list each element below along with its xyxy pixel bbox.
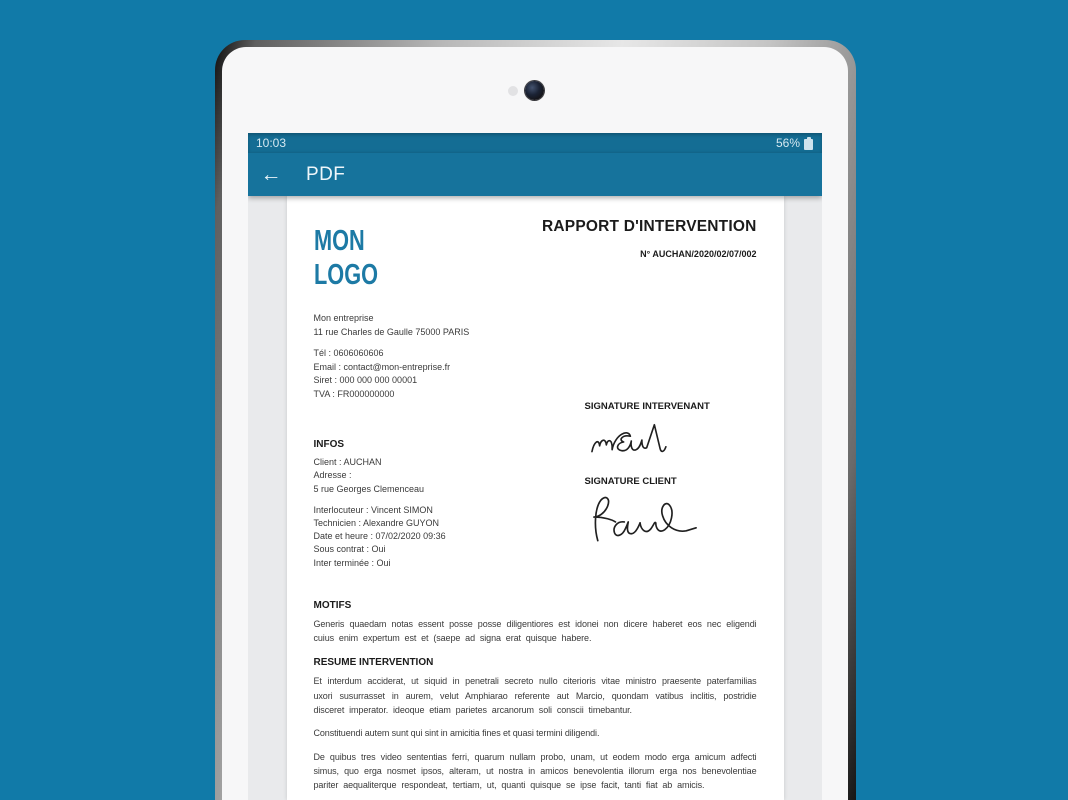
motifs-heading: MOTIFS: [313, 599, 352, 611]
resume-paragraph-3: De quibus tres video sententias ferri, quarum nullam probo, unam, ut eodem modo erga amicum adfecti simus, quo erga nosmet ipsos, alteram, ut nostra in amicos benevolentia illorum erga nos benevolentiae pariter aequaliterque respondeat, tertiam, ut, quanti quisque se ipse facit, tanti fiat ab amicis.: [313, 751, 757, 791]
motifs-section: [314, 600, 757, 646]
company-logo: [314, 224, 378, 292]
resume-heading: RESUME INTERVENTION: [313, 657, 434, 669]
battery-icon: [804, 137, 813, 150]
light-sensor-dot: [508, 86, 518, 96]
infos-interlocuteur: Interlocuteur : Vincent SIMON: [313, 504, 433, 515]
document-reference: N° AUCHAN/2020/02/07/002: [640, 249, 757, 259]
signature-intervenant-label: SIGNATURE INTERVENANT: [584, 401, 710, 412]
app-bar: [248, 153, 822, 196]
company-email: Email : contact@mon-entreprise.fr: [313, 361, 451, 372]
infos-address: 5 rue Georges Clemenceau: [313, 483, 425, 494]
back-button[interactable]: [248, 163, 294, 187]
document-title: RAPPORT D'INTERVENTION: [542, 218, 757, 235]
company-siret: Siret : 000 000 000 00001: [313, 375, 418, 385]
infos-heading: INFOS: [313, 439, 345, 450]
infos-sous-contrat: Sous contrat : Oui: [313, 544, 386, 555]
resume-section: [314, 657, 757, 792]
arrow-left-icon: ←: [260, 162, 282, 186]
infos-technicien: Technicien : Alexandre GUYON: [313, 518, 440, 529]
client-signature: [585, 493, 701, 545]
company-phone: Tél : 0606060606: [313, 348, 384, 358]
company-name: Mon entreprise: [313, 313, 374, 323]
company-tva: TVA : FR000000000: [313, 388, 395, 399]
infos-block: [314, 438, 446, 570]
tablet-device: [215, 40, 856, 800]
resume-paragraph-1: Et interdum acciderat, ut siquid in penetrali secreto nullo citerioris vitae ministro praesente paterfamilias uxori susurrasset in aurem, velut Amphiarao referente aut Marcio, quondam vatibus inclitis, postridie disceret imperator. ideoque etiam parietes arcanorum soli conscii timebantur.: [313, 676, 757, 716]
signatures-block: [585, 401, 757, 570]
document-header: [314, 218, 757, 292]
status-bar: [248, 133, 822, 153]
intervenant-signature: [585, 418, 693, 466]
logo-line1: MON: [313, 225, 365, 257]
company-info-block: [314, 312, 757, 401]
battery-percent: 56%: [775, 136, 800, 150]
device-screen: [248, 133, 822, 800]
tablet-bezel: [222, 47, 848, 800]
status-time: 10:03: [256, 136, 287, 150]
app-title: PDF: [306, 163, 346, 185]
front-camera-icon: [525, 81, 544, 100]
infos-inter-terminee: Inter terminée : Oui: [313, 557, 391, 568]
pdf-page: [287, 196, 784, 800]
signature-client-label: SIGNATURE CLIENT: [584, 476, 677, 487]
infos-date-heure: Date et heure : 07/02/2020 09:36: [313, 531, 446, 542]
pdf-viewer-scroll-area[interactable]: [248, 196, 822, 800]
infos-client: Client : AUCHAN: [313, 457, 382, 468]
motifs-text: Generis quaedam notas essent posse posse diligentiores est idonei non dicere haberet eos nec eligendi cuius enim expertum est et (saepe ad signa erat quisque habere.: [313, 618, 757, 644]
infos-address-label: Adresse :: [313, 470, 352, 481]
company-street: 11 rue Charles de Gaulle 75000 PARIS: [313, 326, 470, 337]
resume-paragraph-2: Constituendi autem sunt qui sint in amicitia fines et quasi termini diligendi.: [313, 728, 600, 739]
logo-line2: LOGO: [313, 259, 378, 291]
